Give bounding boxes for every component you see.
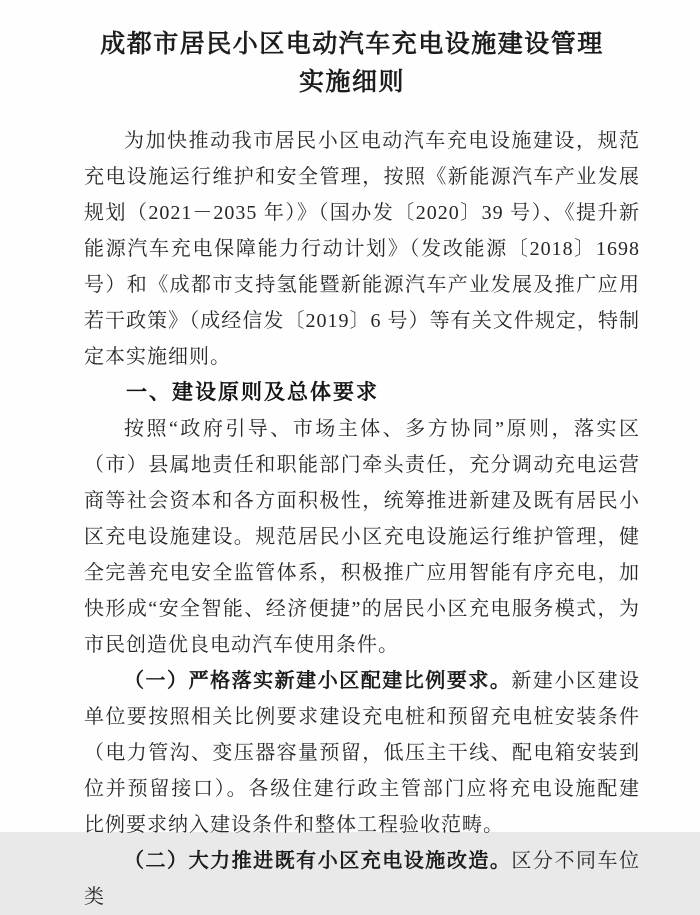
section-heading bbox=[84, 375, 640, 411]
document-body bbox=[84, 123, 640, 915]
paragraph-lead-text: （二）大力推进既有小区充电设施改造。 bbox=[124, 850, 512, 872]
paragraph bbox=[84, 663, 640, 843]
document-title-line1: 成都市居民小区电动汽车充电设施建设管理 bbox=[100, 31, 604, 58]
paragraph-text: 新建小区建设单位要按照相关比例要求建设充电桩和预留充电桩安装条件（电力管沟、变压器容量预留，低压主干线、配电箱安装到位并预留接口）。各级住建行政主管部门应将充电设施配建比例要求纳入建设条件和整体工程验收范畴。 bbox=[84, 670, 641, 836]
paragraph bbox=[84, 843, 640, 915]
paragraph-text: 区分不同车位类 bbox=[84, 850, 641, 908]
paragraph bbox=[84, 123, 640, 375]
paragraph-lead-text: 一、建设原则及总体要求 bbox=[126, 381, 379, 404]
document-title bbox=[64, 26, 640, 102]
paragraph-lead-text: （一）严格落实新建小区配建比例要求。 bbox=[124, 670, 512, 692]
document-title-line2: 实施细则 bbox=[298, 69, 405, 96]
paragraph-text: 为加快推动我市居民小区电动汽车充电设施建设，规范充电设施运行维护和安全管理，按照《新能源汽车产业发展规划（2021－2035 年）》（国办发〔2020〕39 号）、《提升新能源汽车充电保障能力行动计划》（发改能源〔2018〕1698 号）和《成都市支持氢能暨新能源汽车产业发展及推广应用若干政策》（成经信发〔2019〕6 号）等有关文件规定，特制定本实施细则。 bbox=[84, 130, 640, 368]
paragraph bbox=[84, 411, 640, 663]
paragraph-text: 按照“政府引导、市场主体、多方协同”原则，落实区（市）县属地责任和职能部门牵头责任，充分调动充电运营商等社会资本和各方面积极性，统筹推进新建及既有居民小区充电设施建设。规范居民小区充电设施运行维护管理，健全完善充电安全监管体系，积极推广应用智能有序充电，加快形成“安全智能、经济便捷”的居民小区充电服务模式，为市民创造优良电动汽车使用条件。 bbox=[84, 418, 640, 656]
